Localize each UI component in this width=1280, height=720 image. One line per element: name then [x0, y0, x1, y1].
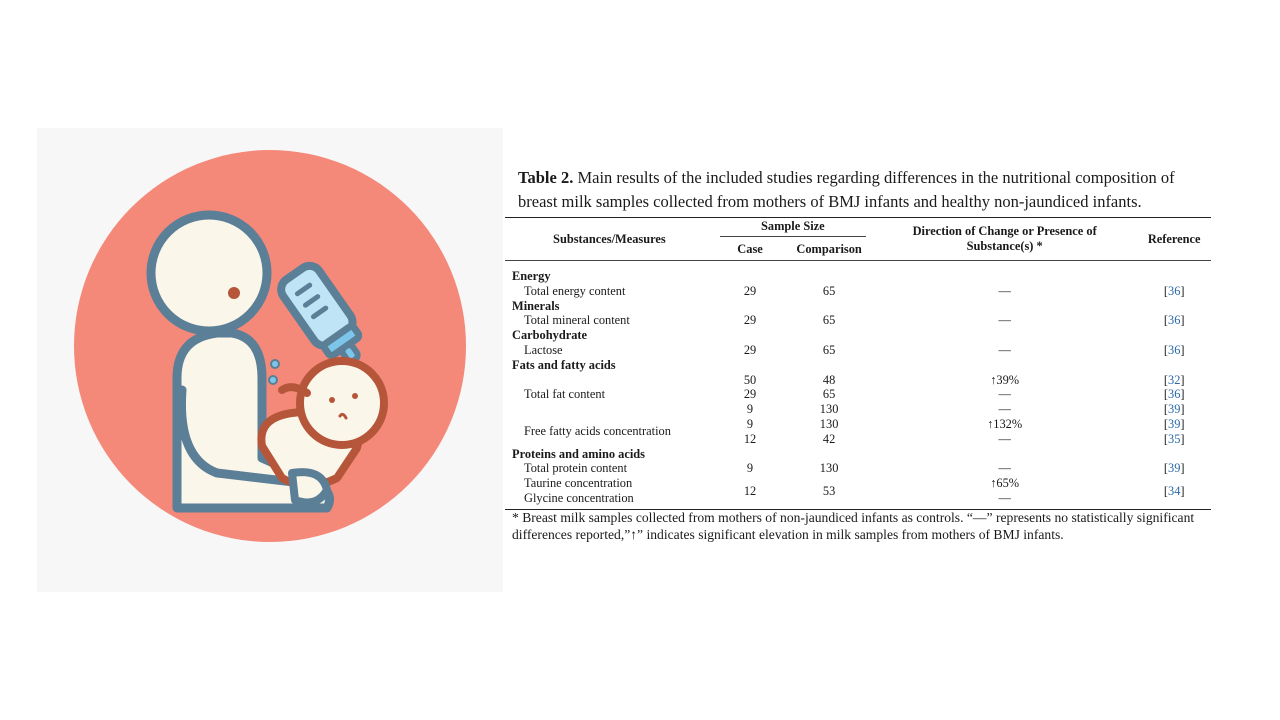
table-label: Table 2. [518, 168, 574, 187]
direction-value: — [998, 490, 1011, 505]
direction-value: — [998, 402, 1011, 417]
direction-value: — [998, 461, 1011, 476]
table-row: Free fatty acids concentration 9 130 ↑132% [39] [505, 417, 1211, 432]
table-row: 12 42 — [35] [505, 432, 1211, 447]
case-value: 29 [743, 283, 757, 298]
table-row: 29 65 — [36] [505, 387, 1211, 402]
case-value: 12 [743, 483, 757, 498]
table-row: Total energy content 29 65 — [36] [505, 284, 1211, 299]
group-fats: Fats and fatty acids [512, 357, 616, 372]
reference-link[interactable]: 32 [1168, 372, 1181, 387]
direction-value: ↑132% [987, 416, 1023, 431]
caption-text: Main results of the included studies regarding differences in the nutritional composition of breast milk samples collected from mothers of BMJ infants and healthy non-jaundiced infants. [518, 168, 1175, 211]
table-row: Total mineral content 29 65 — [36] [505, 313, 1211, 328]
parent-bottle-feeding-baby-icon [37, 128, 503, 592]
direction-value: — [998, 431, 1011, 446]
comparison-value: 130 [819, 461, 839, 476]
comparison-value: 42 [822, 431, 836, 446]
table-caption [518, 166, 1198, 214]
results-table [505, 217, 1211, 510]
group-proteins: Proteins and amino acids [512, 446, 645, 461]
comparison-value: 65 [822, 313, 836, 328]
table-row: 9 130 — [39] [505, 402, 1211, 417]
reference-link[interactable]: 36 [1168, 283, 1181, 298]
row-label: Taurine concentration [524, 476, 633, 491]
row-label: Lactose [524, 342, 563, 357]
case-value: 29 [743, 313, 757, 328]
direction-value: — [998, 342, 1011, 357]
case-value: 9 [746, 402, 754, 417]
reference-link[interactable]: 39 [1168, 402, 1181, 417]
group-row [505, 447, 1211, 462]
case-value: 29 [743, 342, 757, 357]
reference-link[interactable]: 34 [1168, 483, 1181, 498]
comparison-value: 65 [822, 387, 836, 402]
header-substances: Substances/Measures [505, 218, 714, 261]
group-row [505, 358, 1211, 373]
group-energy: Energy [512, 269, 551, 283]
table-footnote: * Breast milk samples collected from mothers of non-jaundiced infants as controls. “—” represents no statistically significant differences reported,”↑” indicates significant elevation in milk samples from mothers of BMJ infants. [512, 510, 1195, 542]
reference-link[interactable]: 36 [1168, 313, 1181, 328]
comparison-value: 130 [819, 402, 839, 417]
direction-value: — [998, 313, 1011, 328]
reference-link[interactable]: 36 [1168, 387, 1181, 402]
direction-value: ↑65% [990, 476, 1020, 491]
group-minerals: Minerals [512, 298, 560, 313]
row-label: Total energy content [524, 283, 626, 298]
reference-link[interactable]: 35 [1168, 431, 1181, 446]
direction-value: — [998, 387, 1011, 402]
header-case: Case [737, 241, 763, 256]
comparison-value: 130 [819, 416, 839, 431]
table-row: Total fat content 50 48 ↑39% [32] [505, 373, 1211, 388]
group-row [505, 299, 1211, 314]
header-sample-size: Sample Size [720, 219, 866, 237]
header-direction: Direction of Change or Presence of Substance(s) * [872, 218, 1137, 261]
row-label: Glycine concentration [524, 490, 634, 505]
reference-link[interactable]: 36 [1168, 342, 1181, 357]
comparison-value: 48 [822, 372, 836, 387]
group-row [505, 269, 1211, 284]
comparison-value: 65 [822, 283, 836, 298]
row-label: Total mineral content [524, 313, 630, 328]
case-value: 9 [746, 461, 754, 476]
case-value: 29 [743, 387, 757, 402]
reference-link[interactable]: 39 [1168, 416, 1181, 431]
case-value: 9 [746, 416, 754, 431]
direction-value: — [998, 283, 1011, 298]
direction-value: ↑39% [990, 372, 1020, 387]
group-row [505, 328, 1211, 343]
reference-link[interactable]: 39 [1168, 461, 1181, 476]
header-comparison: Comparison [796, 241, 862, 256]
row-label: Total fat content [524, 387, 606, 402]
bottle-feeding-illustration [37, 128, 503, 592]
group-carbohydrate: Carbohydrate [512, 328, 588, 343]
comparison-value: 65 [822, 342, 836, 357]
comparison-value: 53 [822, 483, 836, 498]
table-row: Total protein content 9 130 — [39] [505, 461, 1211, 476]
table-row: Taurine concentration 12 53 ↑65% [34] [505, 476, 1211, 491]
table-row: Lactose 29 65 — [36] [505, 343, 1211, 358]
row-label: Total protein content [524, 461, 628, 476]
case-value: 50 [743, 372, 757, 387]
header-reference: Reference [1137, 218, 1211, 261]
row-label: Free fatty acids concentration [524, 424, 671, 439]
case-value: 12 [743, 431, 757, 446]
